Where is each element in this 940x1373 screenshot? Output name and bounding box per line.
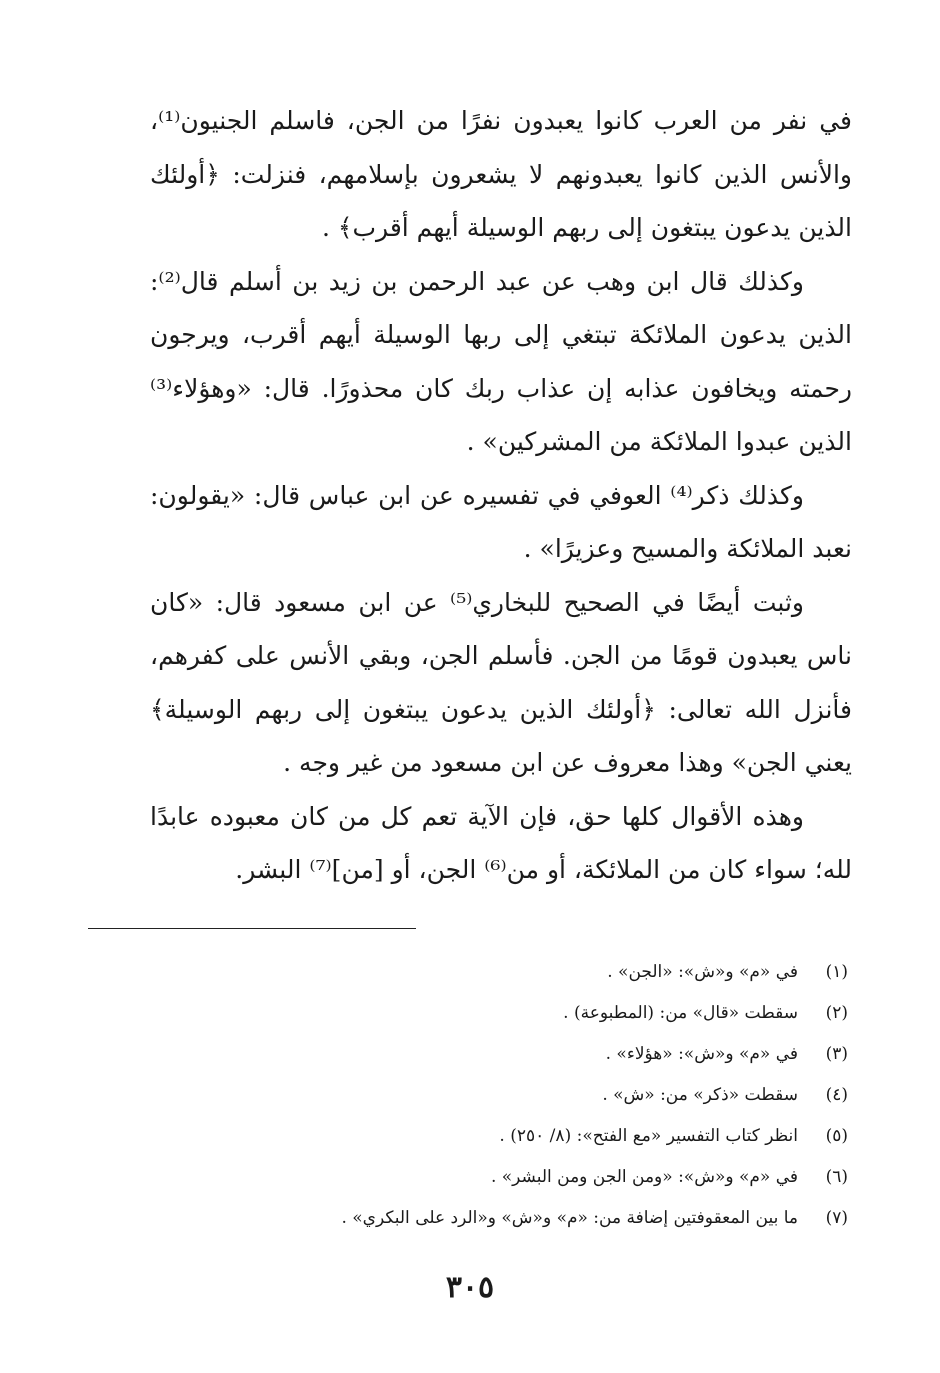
footnote-text: سقطت «قال» من: (المطبوعة) . (563, 1003, 798, 1023)
footnote-6 (208, 1157, 848, 1198)
page-number: ٣٠٥ (445, 1270, 495, 1305)
footnote-3 (208, 1034, 848, 1075)
footnote-text: انظر كتاب التفسير «مع الفتح»: (٨/ ٢٥٠) . (499, 1126, 798, 1146)
footnote-number: (٤) (825, 1085, 848, 1105)
footnote-separator (88, 928, 416, 929)
paragraph-5: وهذه الأقوال كلها حق، فإن الآية تعم كل من كان معبوده عابدًا لله؛ سواء كان من الملائكة، أو من⁽⁶⁾ الجن، أو [من]⁽⁷⁾ البشر. (150, 801, 852, 884)
footnote-1 (208, 952, 848, 993)
paragraph-2: وكذلك قال ابن وهب عن عبد الرحمن بن زيد بن أسلم قال⁽²⁾: الذين يدعون الملائكة تبتغي إلى ربها الوسيلة أيهم أقرب، ويرجون رحمته ويخافون عذابه إن عذاب ربك كان محذورًا. قال: «وهؤلاء⁽³⁾ الذين عبدوا الملائكة من المشركين» . (150, 266, 852, 456)
footnote-5 (208, 1116, 848, 1157)
footnote-number: (٣) (825, 1044, 848, 1064)
footnote-number: (٥) (825, 1126, 848, 1146)
paragraph-4: وثبت أيضًا في الصحيح للبخاري⁽⁵⁾ عن ابن مسعود قال: «كان ناس يعبدون قومًا من الجن. فأسلم الجن، وبقي الأنس على كفرهم، فأنزل الله تعالى: ﴿أولئك الذين يدعون يبتغون إلى ربهم الوسيلة﴾ يعني الجن» وهذا معروف عن ابن مسعود من غير وجه . (150, 587, 852, 777)
footnote-4 (208, 1075, 848, 1116)
footnote-text: في «م» و«ش»: «الجن» . (607, 962, 798, 982)
main-text-body (150, 94, 852, 897)
footnote-text: في «م» و«ش»: «ومن الجن ومن البشر» . (490, 1167, 798, 1187)
footnote-number: (٧) (825, 1208, 848, 1228)
paragraph-3: وكذلك ذكر⁽⁴⁾ العوفي في تفسيره عن ابن عباس قال: «يقولون: نعبد الملائكة والمسيح وعزيرًا» . (150, 480, 852, 563)
footnotes-list (208, 952, 848, 1239)
footnote-number: (٦) (825, 1167, 848, 1187)
footnote-number: (٢) (825, 1003, 848, 1023)
footnote-text: في «م» و«ش»: «هؤلاء» . (605, 1044, 798, 1064)
footnote-7 (208, 1198, 848, 1239)
footnote-number: (١) (825, 962, 848, 982)
footnote-text: سقطت «ذكر» من: «ش» . (602, 1085, 798, 1105)
footnote-text: ما بين المعقوفتين إضافة من: «م» و«ش» و«الرد على البكري» . (341, 1208, 798, 1228)
paragraph-1: في نفر من العرب كانوا يعبدون نفرًا من الجن، فاسلم الجنيون⁽¹⁾، والأنس الذين كانوا يعبدونهم لا يشعرون بإسلامهم، فنزلت: ﴿أولئك الذين يدعون يبتغون إلى ربهم الوسيلة أيهم أقرب﴾ . (150, 106, 852, 242)
footnote-2 (208, 993, 848, 1034)
